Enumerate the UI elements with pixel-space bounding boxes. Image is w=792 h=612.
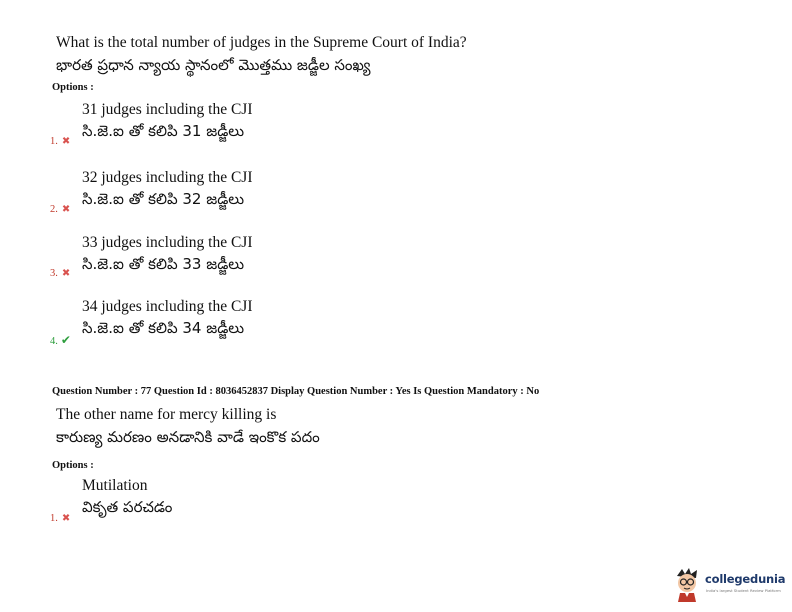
option-text-en: 33 judges including the CJI	[82, 234, 253, 251]
wrong-icon: ✖	[61, 513, 71, 524]
question-meta: Question Number : 77 Question Id : 8036452837 Display Question Number : Yes Is Question Mandatory : No	[52, 386, 540, 397]
option-text-te: సి.జె.ఐ తో కలిపి 31 జడ్జీలు	[82, 122, 245, 140]
logo-name: collegedunia	[705, 572, 786, 586]
option-number-label: 2.	[50, 204, 58, 215]
option-number	[50, 333, 71, 347]
collegedunia-logo	[672, 566, 784, 604]
option-text-en: Mutilation	[82, 477, 148, 494]
option-number-label: 1.	[50, 136, 58, 147]
wrong-icon: ✖	[61, 136, 71, 147]
option-number-label: 1.	[50, 513, 58, 524]
option-number-label: 4.	[50, 336, 58, 347]
option-number	[50, 136, 70, 147]
option-text-te: సి.జె.ఐ తో కలిపి 33 జడ్జీలు	[82, 255, 245, 273]
option-number	[50, 204, 70, 215]
wrong-icon: ✖	[61, 204, 71, 215]
question-1-text-en: What is the total number of judges in the Supreme Court of India?	[56, 34, 467, 51]
option-text-te: సి.జె.ఐ తో కలిపి 34 జడ్జీలు	[82, 319, 245, 337]
wrong-icon: ✖	[61, 268, 71, 279]
option-text-te: వికృత పరచడం	[82, 498, 173, 516]
options-label: Options :	[52, 82, 94, 93]
options-label: Options :	[52, 460, 94, 471]
question-2-text-en: The other name for mercy killing is	[56, 406, 277, 423]
option-number	[50, 513, 70, 524]
check-icon: ✔	[60, 333, 71, 347]
question-2-text-te: కారుణ్య మరణం అనడానికి వాడే ఇంకొక పదం	[56, 428, 320, 446]
option-number-label: 3.	[50, 268, 58, 279]
option-text-en: 32 judges including the CJI	[82, 169, 253, 186]
option-text-te: సి.జె.ఐ తో కలిపి 32 జడ్జీలు	[82, 190, 245, 208]
option-text-en: 34 judges including the CJI	[82, 298, 253, 315]
question-1-text-te: భారత ప్రధాన న్యాయ స్థానంలో మొత్తము జడ్జీల సంఖ్య	[56, 56, 371, 74]
logo-tagline: India's largest Student Review Platform	[706, 588, 781, 593]
mascot-icon	[672, 566, 702, 602]
option-text-en: 31 judges including the CJI	[82, 101, 253, 118]
option-number	[50, 268, 70, 279]
